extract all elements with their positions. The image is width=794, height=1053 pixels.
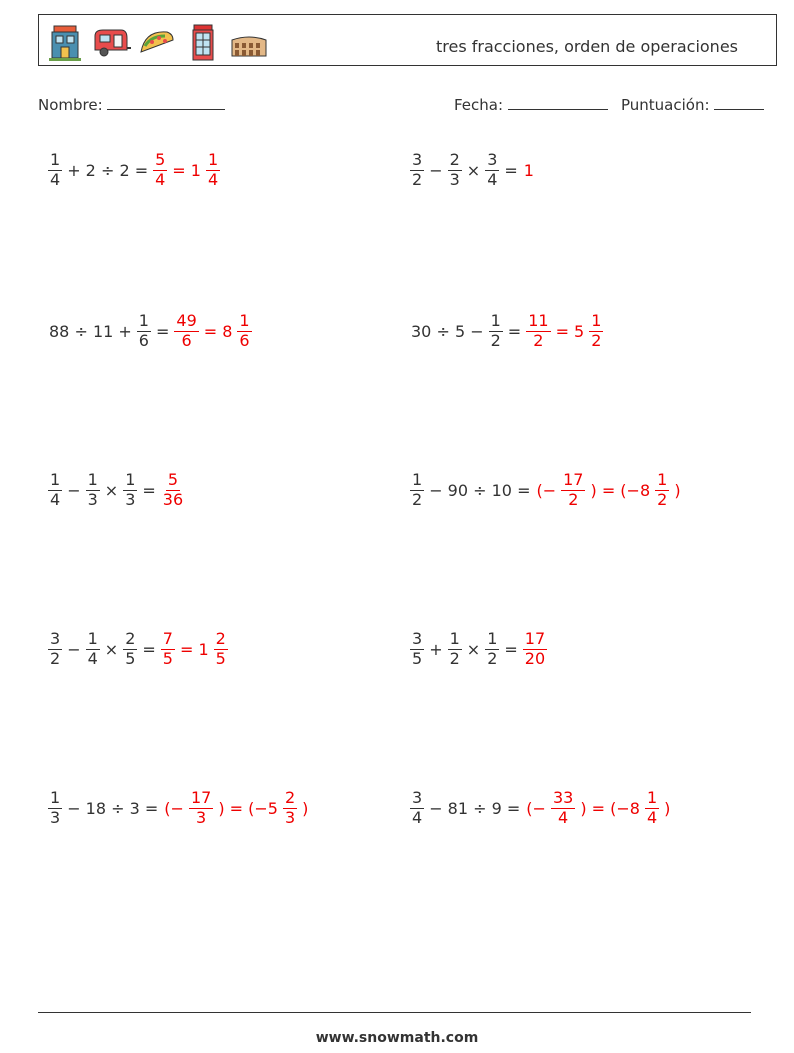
fraction	[410, 151, 424, 189]
fraction-numerator: 1	[125, 470, 136, 490]
expression-text: )	[302, 798, 309, 818]
fraction-denominator: 2	[412, 489, 423, 509]
expression-text: ×	[466, 639, 481, 659]
answer	[172, 312, 253, 350]
fraction	[189, 789, 213, 827]
expression-text: =	[507, 321, 522, 341]
fraction-numerator: 2	[449, 150, 460, 170]
fraction	[174, 312, 198, 350]
expression-text: =	[504, 160, 518, 180]
fraction-denominator: 5	[412, 648, 423, 668]
fraction	[485, 151, 499, 189]
expression-text: 30 ÷ 5 −	[411, 321, 484, 341]
fraction	[448, 151, 462, 189]
fraction-denominator: 3	[87, 489, 98, 509]
answer	[523, 789, 673, 827]
fraction	[161, 471, 185, 509]
fraction-numerator: 1	[50, 150, 61, 170]
fraction-denominator: 4	[412, 807, 423, 827]
score-field	[621, 94, 764, 114]
fraction-numerator: 1	[657, 470, 668, 490]
expression-text: − 81 ÷ 9 =	[429, 798, 521, 818]
fraction	[410, 630, 424, 668]
fraction-denominator: 3	[449, 169, 460, 189]
expression-text: =	[142, 639, 156, 659]
fraction-denominator: 3	[125, 489, 136, 509]
phone-booth-icon	[183, 22, 223, 62]
fraction-numerator: 11	[528, 311, 549, 331]
expression-text: = 5	[555, 321, 585, 341]
fraction	[448, 630, 462, 668]
fraction-numerator: 3	[412, 788, 423, 808]
fraction-numerator: 1	[50, 788, 61, 808]
building-icon	[45, 22, 85, 62]
fraction	[48, 151, 62, 189]
expression-text: = 1	[172, 160, 201, 180]
fraction	[410, 471, 424, 509]
date-field	[454, 94, 608, 114]
expression-text: ) = (−8	[580, 798, 640, 818]
problem-4	[408, 301, 605, 361]
expression-text: −	[429, 160, 443, 180]
expression-text: − 90 ÷ 10 =	[429, 480, 531, 500]
fraction-numerator: 1	[50, 470, 61, 490]
fraction-denominator: 3	[50, 807, 61, 827]
colosseum-icon	[229, 22, 269, 62]
fraction	[485, 630, 499, 668]
worksheet-title: tres fracciones, orden de operaciones	[435, 37, 738, 56]
fraction-denominator: 6	[239, 330, 250, 350]
fraction	[589, 312, 603, 350]
fraction	[153, 151, 167, 189]
expression-text: ×	[104, 480, 119, 500]
fraction	[48, 630, 62, 668]
fraction-numerator: 1	[207, 150, 219, 170]
problem-9	[46, 778, 311, 838]
fraction	[48, 471, 62, 509]
expression-text: =	[142, 480, 156, 500]
fraction-denominator: 5	[125, 648, 136, 668]
fraction	[655, 471, 669, 509]
answer	[533, 471, 683, 509]
expression-text: ×	[104, 639, 119, 659]
fraction-numerator: 1	[87, 629, 98, 649]
answer	[159, 471, 187, 509]
fraction	[489, 312, 503, 350]
fraction-numerator: 7	[162, 629, 173, 649]
fraction-numerator: 2	[215, 629, 226, 649]
expression-text: +	[429, 639, 443, 659]
fraction-denominator: 2	[591, 330, 602, 350]
fraction-numerator: 17	[524, 629, 546, 649]
fraction-denominator: 5	[215, 648, 226, 668]
expression-text: + 2 ÷ 2 =	[67, 160, 149, 180]
expression-text: =	[155, 321, 170, 341]
fraction-denominator: 2	[412, 169, 423, 189]
problem-3	[46, 301, 254, 361]
answer	[151, 151, 222, 189]
answer	[521, 161, 537, 180]
fraction	[237, 312, 251, 350]
fraction	[551, 789, 575, 827]
fraction-numerator: 1	[646, 788, 658, 808]
name-field	[38, 94, 225, 114]
fraction-numerator: 33	[552, 788, 574, 808]
expression-text: ) = (−5	[218, 798, 278, 818]
fraction-numerator: 49	[176, 311, 197, 331]
fraction	[214, 630, 228, 668]
problem-7	[46, 619, 230, 679]
score-blank[interactable]	[714, 94, 764, 110]
fraction-numerator: 3	[487, 150, 498, 170]
expression-text: −	[67, 639, 81, 659]
problem-5	[46, 460, 187, 520]
answer	[524, 312, 605, 350]
worksheet-header	[38, 14, 777, 66]
fraction-numerator: 2	[125, 629, 136, 649]
date-blank[interactable]	[508, 94, 608, 110]
fraction-numerator: 1	[87, 470, 98, 490]
fraction	[86, 630, 100, 668]
expression-text: (−	[526, 798, 546, 818]
fraction	[137, 312, 151, 350]
fraction-numerator: 5	[167, 470, 179, 490]
fraction-denominator: 4	[646, 807, 658, 827]
fraction-denominator: 36	[162, 489, 184, 509]
fraction	[410, 789, 424, 827]
fraction-numerator: 3	[50, 629, 61, 649]
footer-divider	[38, 1012, 751, 1013]
answer	[521, 630, 549, 668]
problem-2	[408, 140, 537, 200]
fraction-denominator: 2	[568, 489, 579, 509]
expression-text: 88 ÷ 11 +	[49, 321, 132, 341]
fraction-denominator: 2	[449, 648, 460, 668]
fraction-numerator: 17	[190, 788, 212, 808]
problem-8	[408, 619, 549, 679]
fraction-denominator: 4	[487, 169, 498, 189]
fraction-denominator: 4	[207, 169, 219, 189]
expression-text: − 18 ÷ 3 =	[67, 798, 159, 818]
fraction	[48, 789, 62, 827]
fraction-denominator: 20	[524, 648, 546, 668]
answer	[161, 789, 311, 827]
fraction	[523, 630, 547, 668]
fraction-denominator: 6	[138, 330, 149, 350]
taco-icon	[137, 22, 177, 62]
expression-text: 1	[523, 160, 534, 180]
fraction	[123, 471, 137, 509]
expression-text: (−	[536, 480, 557, 500]
answer	[159, 630, 230, 668]
fraction-numerator: 1	[591, 311, 602, 331]
fraction-denominator: 2	[50, 648, 61, 668]
fraction-denominator: 5	[162, 648, 173, 668]
fraction-denominator: 6	[181, 330, 192, 350]
expression-text: (−	[164, 798, 184, 818]
fraction-numerator: 1	[490, 311, 501, 331]
expression-text: = 8	[203, 321, 233, 341]
fraction	[645, 789, 659, 827]
problem-1	[46, 140, 222, 200]
expression-text: ) = (−8	[590, 480, 651, 500]
expression-text: = 1	[179, 639, 209, 659]
expression-text: )	[674, 480, 681, 500]
name-label: Nombre:	[38, 96, 103, 114]
camper-trailer-icon	[91, 22, 131, 62]
fraction-denominator: 4	[50, 489, 61, 509]
fraction	[283, 789, 297, 827]
fraction-denominator: 4	[558, 807, 569, 827]
fraction-numerator: 5	[155, 150, 166, 170]
fraction-numerator: 1	[449, 629, 460, 649]
expression-text: ×	[466, 160, 481, 180]
expression-text: =	[504, 639, 518, 659]
fraction-numerator: 1	[239, 311, 250, 331]
fraction-numerator: 17	[563, 470, 584, 490]
fraction-numerator: 1	[138, 311, 149, 331]
header-icons	[45, 22, 269, 62]
problem-10	[408, 778, 673, 838]
date-label: Fecha:	[454, 96, 504, 114]
fraction-numerator: 3	[412, 150, 423, 170]
fraction-denominator: 2	[533, 330, 544, 350]
fraction-denominator: 3	[284, 807, 296, 827]
fraction	[206, 151, 220, 189]
fraction	[86, 471, 100, 509]
fraction	[161, 630, 175, 668]
fraction	[526, 312, 550, 350]
name-blank[interactable]	[107, 94, 225, 110]
fraction-denominator: 4	[87, 648, 98, 668]
fraction-denominator: 4	[50, 169, 61, 189]
problem-6	[408, 460, 684, 520]
fraction-denominator: 2	[490, 330, 501, 350]
fraction-denominator: 2	[657, 489, 668, 509]
fraction-denominator: 4	[155, 169, 166, 189]
fraction-numerator: 3	[412, 629, 423, 649]
expression-text: −	[67, 480, 81, 500]
fraction-numerator: 1	[487, 629, 498, 649]
footer-site: www.snowmath.com	[315, 1030, 479, 1046]
fraction-numerator: 1	[412, 470, 423, 490]
fraction-numerator: 2	[284, 788, 296, 808]
fraction-denominator: 3	[196, 807, 207, 827]
expression-text: )	[664, 798, 671, 818]
fraction-denominator: 2	[487, 648, 498, 668]
fraction	[561, 471, 585, 509]
fraction	[123, 630, 137, 668]
score-label: Puntuación:	[621, 96, 710, 114]
